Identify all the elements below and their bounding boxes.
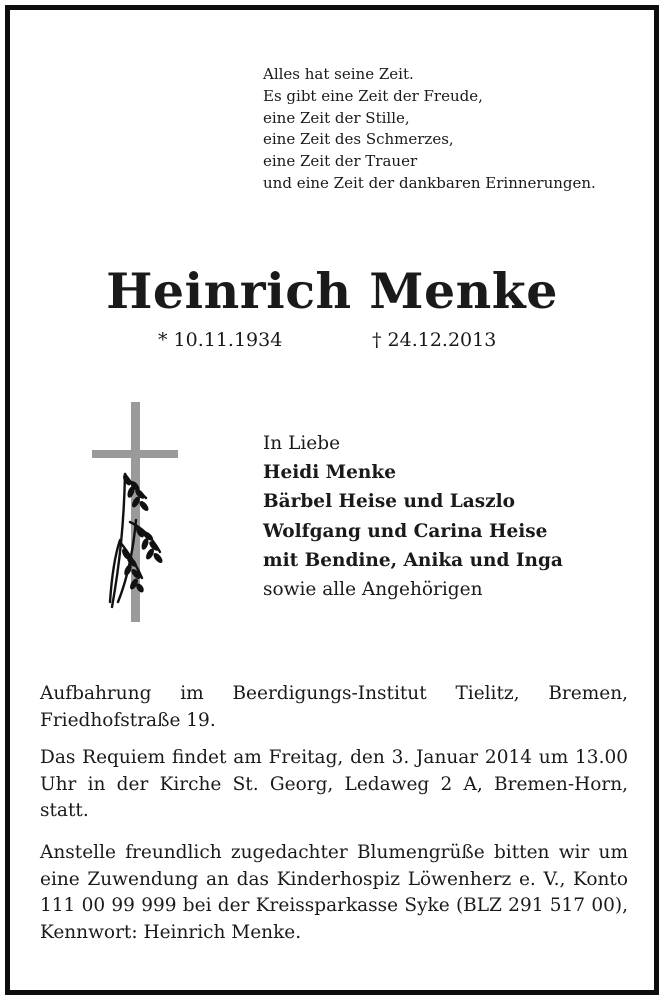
mourner-name: Heidi Menke bbox=[263, 462, 396, 484]
donation-paragraph: Anstelle freundlich zugedachter Blumengrüße bitten wir um eine Zuwendung an das Kinderhospiz Löwenherz e. V., Konto 111 00 99 999 bei der Kreissparkasse Syke (BLZ 291 517 00), Kennwort: Heinrich Menke. bbox=[40, 842, 628, 943]
mourner-name: Bärbel Heise und Laszlo bbox=[263, 491, 516, 513]
viewing-paragraph: Aufbahrung im Beerdigungs-Institut Tielitz, Bremen, Friedhofstraße 19. bbox=[40, 683, 628, 731]
requiem-paragraph: Das Requiem findet am Freitag, den 3. Januar 2014 um 13.00 Uhr in der Kirche St. Georg, Ledaweg 2 A, Bremen-Horn, statt. bbox=[40, 747, 628, 821]
poem-line: eine Zeit der Trauer bbox=[263, 152, 418, 171]
mourner-name: mit Bendine, Anika und Inga bbox=[263, 549, 563, 571]
poem-line: eine Zeit des Schmerzes, bbox=[263, 130, 454, 149]
poem-line: eine Zeit der Stille, bbox=[263, 108, 410, 127]
mourners-block bbox=[263, 429, 563, 604]
poem-line: und eine Zeit der dankbaren Erinnerungen. bbox=[263, 173, 596, 192]
deceased-name: Heinrich Menke bbox=[106, 262, 558, 320]
poem-line: Alles hat seine Zeit. bbox=[263, 65, 414, 83]
cross-with-wheat-icon bbox=[90, 402, 182, 624]
birth-date: * 10.11.1934 bbox=[158, 329, 283, 351]
poem-line: Es gibt eine Zeit der Freude, bbox=[263, 86, 483, 105]
poem bbox=[263, 64, 596, 195]
death-date: † 24.12.2013 bbox=[372, 329, 497, 351]
mourner-name: Wolfgang und Carina Heise bbox=[263, 520, 548, 542]
mourners-closing: sowie alle Angehörigen bbox=[263, 579, 483, 601]
mourners-intro: In Liebe bbox=[263, 433, 341, 454]
